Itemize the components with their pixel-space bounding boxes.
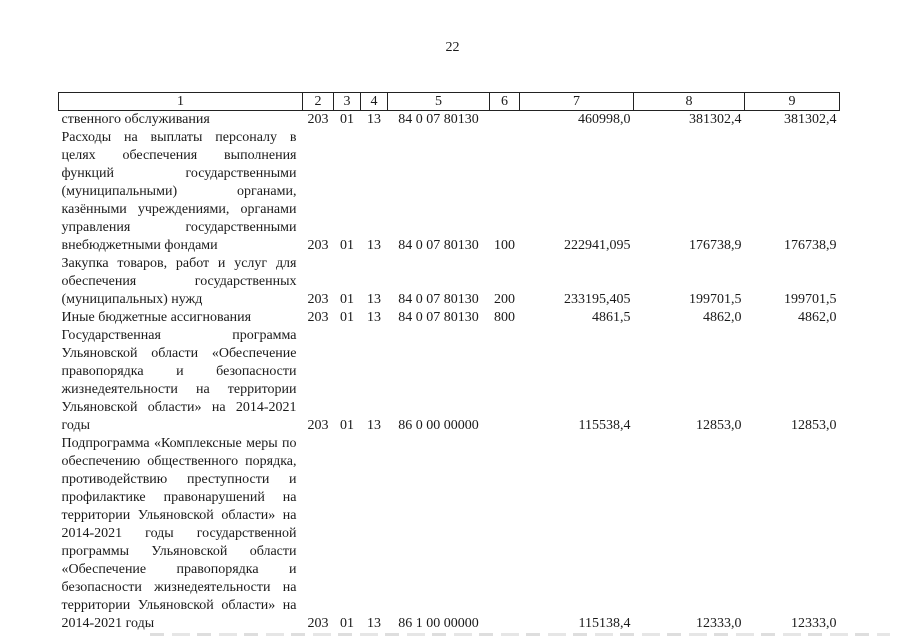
header-col-1: 1 [59,93,303,111]
table-row [59,255,840,309]
row-expense-type [490,111,520,130]
row-ministry-code: 203 [307,238,329,253]
row-section-code: 01 [340,112,354,127]
row-target-article: 84 0 07 80130 [398,112,479,127]
row-target-article: 86 1 00 00000 [398,616,479,631]
header-col-4: 4 [361,93,388,111]
table-row [59,111,840,130]
row-section-code: 01 [340,418,354,433]
row-name: Закупка товаров, работ и услуг для обеспечения государственных (муниципальных) нужд [61,256,297,307]
row-section-code: 01 [340,292,354,307]
row-subsection-code: 13 [367,238,381,253]
row-amount-col8: 12853,0 [696,418,742,433]
row-section-code: 01 [340,310,354,325]
row-name: Расходы на выплаты персоналу в целях обеспечения выполнения функций государственными (муниципальными) органами, казёнными учреждениями, органами управления государственными внебюджетными фондами [61,130,297,253]
row-amount-col7: 222941,095 [564,238,631,253]
row-expense-type: 100 [494,238,515,253]
row-subsection-code: 13 [367,310,381,325]
table-row [59,327,840,435]
table-row [59,309,840,327]
scan-artifact-line [150,633,890,636]
header-col-5: 5 [388,93,490,111]
row-amount-col9: 4862,0 [798,310,837,325]
row-ministry-code: 203 [307,292,329,307]
row-name: Иные бюджетные ассигнования [61,310,252,325]
row-target-article: 84 0 07 80130 [398,292,479,307]
row-subsection-code: 13 [367,616,381,631]
row-target-article: 86 0 00 00000 [398,418,479,433]
table-row [59,435,840,633]
header-col-7: 7 [520,93,634,111]
header-col-3: 3 [334,93,361,111]
row-amount-col7: 233195,405 [564,292,631,307]
header-col-8: 8 [634,93,745,111]
row-amount-col8: 199701,5 [689,292,742,307]
row-amount-col7: 460998,0 [578,112,631,127]
row-amount-col9: 12853,0 [791,418,837,433]
row-expense-type [490,327,520,435]
row-amount-col7: 115138,4 [578,616,631,631]
row-section-code: 01 [340,616,354,631]
table-body [59,111,840,634]
row-target-article: 84 0 07 80130 [398,238,479,253]
row-name: ственного обслуживания [61,112,210,127]
row-amount-col8: 381302,4 [689,112,742,127]
row-amount-col9: 381302,4 [784,112,837,127]
row-amount-col8: 12333,0 [696,616,742,631]
row-subsection-code: 13 [367,418,381,433]
table-header [59,93,840,111]
row-ministry-code: 203 [307,112,329,127]
row-ministry-code: 203 [307,310,329,325]
row-amount-col8: 4862,0 [703,310,742,325]
row-amount-col7: 4861,5 [592,310,631,325]
row-expense-type: 200 [494,292,515,307]
row-name: Подпрограмма «Комплексные меры по обеспечению общественного порядка, противодействию преступности и профилактике правонарушений на территории Ульяновской области» на 2014-2021 годы государственной программы Ульяновской области «Обеспечение правопорядка и безопасности жизнедеятельности на территории Ульяновской области» на 2014-2021 годы [61,436,297,631]
table-row [59,129,840,255]
header-col-6: 6 [490,93,520,111]
row-section-code: 01 [340,238,354,253]
budget-table [58,92,840,633]
row-target-article: 84 0 07 80130 [398,310,479,325]
header-row [59,93,840,111]
page-number: 22 [445,40,460,55]
row-amount-col8: 176738,9 [689,238,742,253]
row-amount-col9: 199701,5 [784,292,837,307]
row-ministry-code: 203 [307,418,329,433]
header-col-2: 2 [303,93,334,111]
row-ministry-code: 203 [307,616,329,631]
header-col-9: 9 [745,93,840,111]
row-amount-col9: 12333,0 [791,616,837,631]
row-name: Государственная программа Ульяновской области «Обеспечение правопорядка и безопасности жизнедеятельности на территории Ульяновской области» на 2014-2021 годы [61,328,297,433]
row-amount-col9: 176738,9 [784,238,837,253]
row-subsection-code: 13 [367,292,381,307]
row-subsection-code: 13 [367,112,381,127]
row-amount-col7: 115538,4 [578,418,631,433]
row-expense-type: 800 [494,310,515,325]
row-expense-type [490,435,520,633]
